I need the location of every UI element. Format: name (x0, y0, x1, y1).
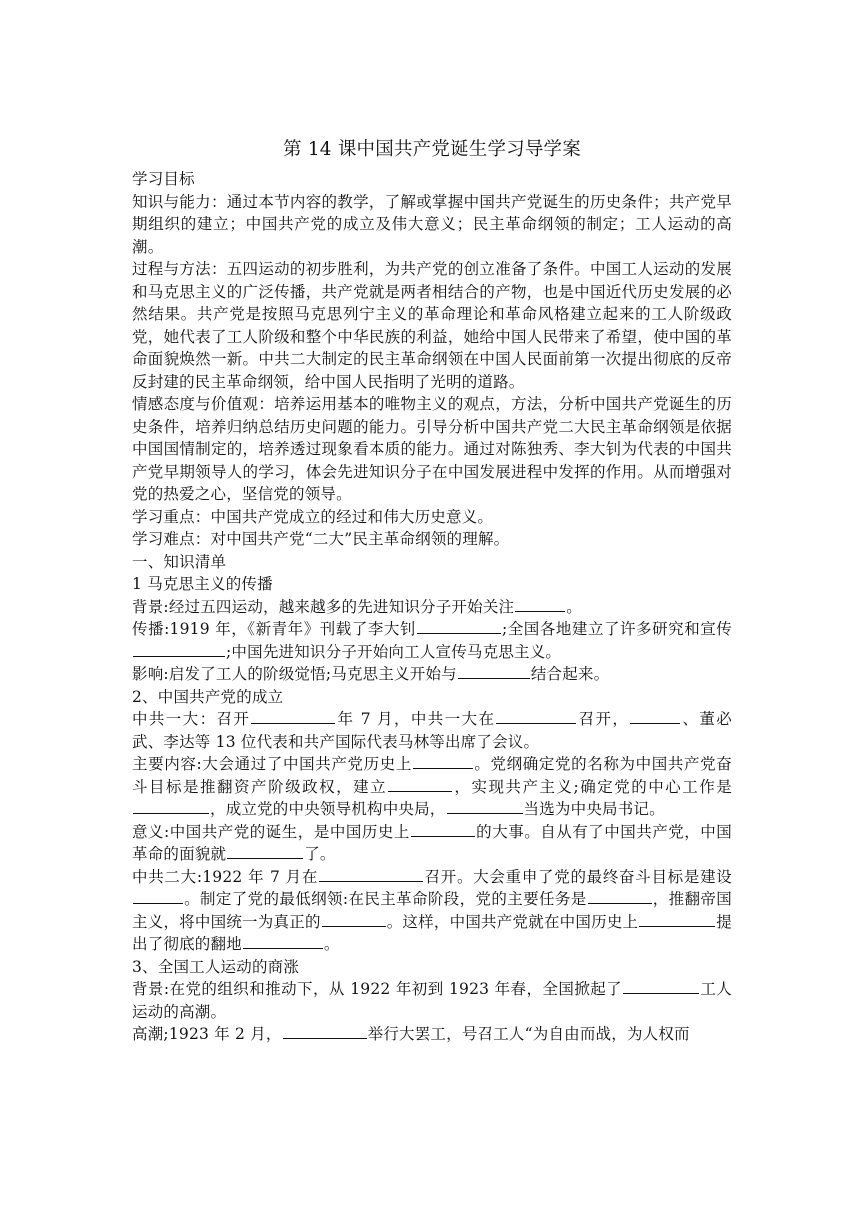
first-congress: 中共一大：召开 年 7 月，中共一大在 召开， 、董必武、李达等 13 位代表和共产国际代表马林等出席了会议。 (132, 710, 733, 751)
fill-blank[interactable] (623, 978, 699, 994)
objectives-heading: 学习目标 (132, 170, 195, 188)
marxism-influence: 影响:启发了工人的阶级觉悟;马克思主义开始与 结合起来。 (132, 665, 610, 683)
fill-blank[interactable] (447, 798, 523, 814)
fill-blank[interactable] (630, 708, 680, 724)
second-congress: 中共二大:1922 年 7 月在 召开。大会重申了党的最终奋斗目标是建设。制定了党的最低纲领:在民主革命阶段，党的主要任务是 ，推翻帝国主义，将中国统一为真正的 。这样，中国共产党就在中国历史上 提出了彻底的翻地 。 (132, 867, 733, 953)
fill-blank[interactable] (319, 866, 423, 882)
subsection-title-party-founding: 2、中国共产党的成立 (132, 687, 284, 706)
subsection-title-labor-movement: 3、全国工人运动的商涨 (132, 957, 300, 976)
fill-blank[interactable] (496, 708, 576, 724)
fill-blank[interactable] (243, 933, 323, 949)
fill-blank[interactable] (133, 798, 209, 814)
fill-blank[interactable] (251, 708, 335, 724)
page-title: 第 14 课中国共产党诞生学习导学案 (283, 139, 581, 160)
section-heading-knowledge-list: 一、知识清单 (132, 552, 227, 571)
difficulty: 学习难点：对中国共产党“二大”民主革命纲领的理解。 (132, 530, 510, 548)
document-body (132, 136, 732, 1046)
congress-main-content: 主要内容:大会通过了中国共产党历史上 。党纲确定党的名称为中国共产党奋斗目标是推翻资产阶级政权，建立 ，实现共产主义;确定党的中心工作是，成立党的中央领导机构中央局， 当选为中央局书记。 (132, 755, 732, 818)
fill-blank[interactable] (322, 911, 386, 927)
key-point: 学习重点：中国共产党成立的经过和伟大历史意义。 (132, 507, 494, 526)
fill-blank[interactable] (515, 596, 565, 612)
fill-blank[interactable] (588, 888, 652, 904)
subsection-title-marxism: 1 马克思主义的传播 (132, 575, 273, 593)
marxism-spread: 传播:1919 年，《新青年》刊载了李大钊 ;全国各地建立了许多研究和宣传;中国先进知识分子开始向工人宣传马克思主义。 (132, 620, 732, 661)
labor-background: 背景:在党的组织和推动下，从 1922 年初到 1923 年春，全国掀起了 工人运动的高潮。 (132, 980, 732, 1021)
fill-blank[interactable] (133, 641, 225, 657)
labor-climax: 高潮;1923 年 2 月， 举行大罢工，号召工人“为自由而战，为人权而 (132, 1025, 690, 1043)
fill-blank[interactable] (283, 1023, 367, 1039)
fill-blank[interactable] (417, 618, 501, 634)
knowledge-ability-paragraph: 知识与能力：通过本节内容的教学，了解或掌握中国共产党诞生的历史条件；共产党早期组织的建立；中国共产党的成立及伟大意义；民主革命纲领的制定；工人运动的高潮。 (132, 192, 732, 256)
fill-blank[interactable] (388, 776, 452, 792)
fill-blank[interactable] (133, 888, 183, 904)
fill-blank[interactable] (411, 821, 475, 837)
process-method-paragraph: 过程与方法：五四运动的初步胜利，为共产党的创立准备了条件。中国工人运动的发展和马克思主义的广泛传播，共产党就是两者相结合的产物，也是中国近代历史发展的必然结果。共产党是按照马克思列宁主义的革命理论和革命风格建立起来的工人阶级政党，她代表了工人阶级和整个中华民族的利益，她给中国人民带来了希望，使中国的革命面貌焕然一新。中共二大制定的民主革命纲领在中国人民面前第一次提出彻底的反帝反封建的民主革命纲领，给中国人民指明了光明的道路。 (132, 260, 732, 391)
emotion-values-paragraph: 情感态度与价值观：培养运用基本的唯物主义的观点，方法，分析中国共产党诞生的历史条件，培养归纳总结历史问题的能力。引导分析中国共产党二大民主革命纲领是依据中国国情制定的，培养透过现象看本质的能力。通过对陈独秀、李大钊为代表的中国共产党早期领导人的学习，体会先进知识分子在中国发展进程中发挥的作用。从而增强对党的热爱之心，坚信党的领导。 (132, 395, 732, 503)
marxism-background: 背景:经过五四运动，越来越多的先进知识分子开始关注 。 (132, 597, 582, 616)
founding-meaning: 意义:中国共产党的诞生，是中国历史上 的大事。自从有了中国共产党，中国革命的面貌就 了。 (132, 822, 733, 863)
fill-blank[interactable] (227, 843, 303, 859)
fill-blank[interactable] (458, 663, 530, 679)
fill-blank[interactable] (639, 911, 715, 927)
fill-blank[interactable] (413, 753, 473, 769)
